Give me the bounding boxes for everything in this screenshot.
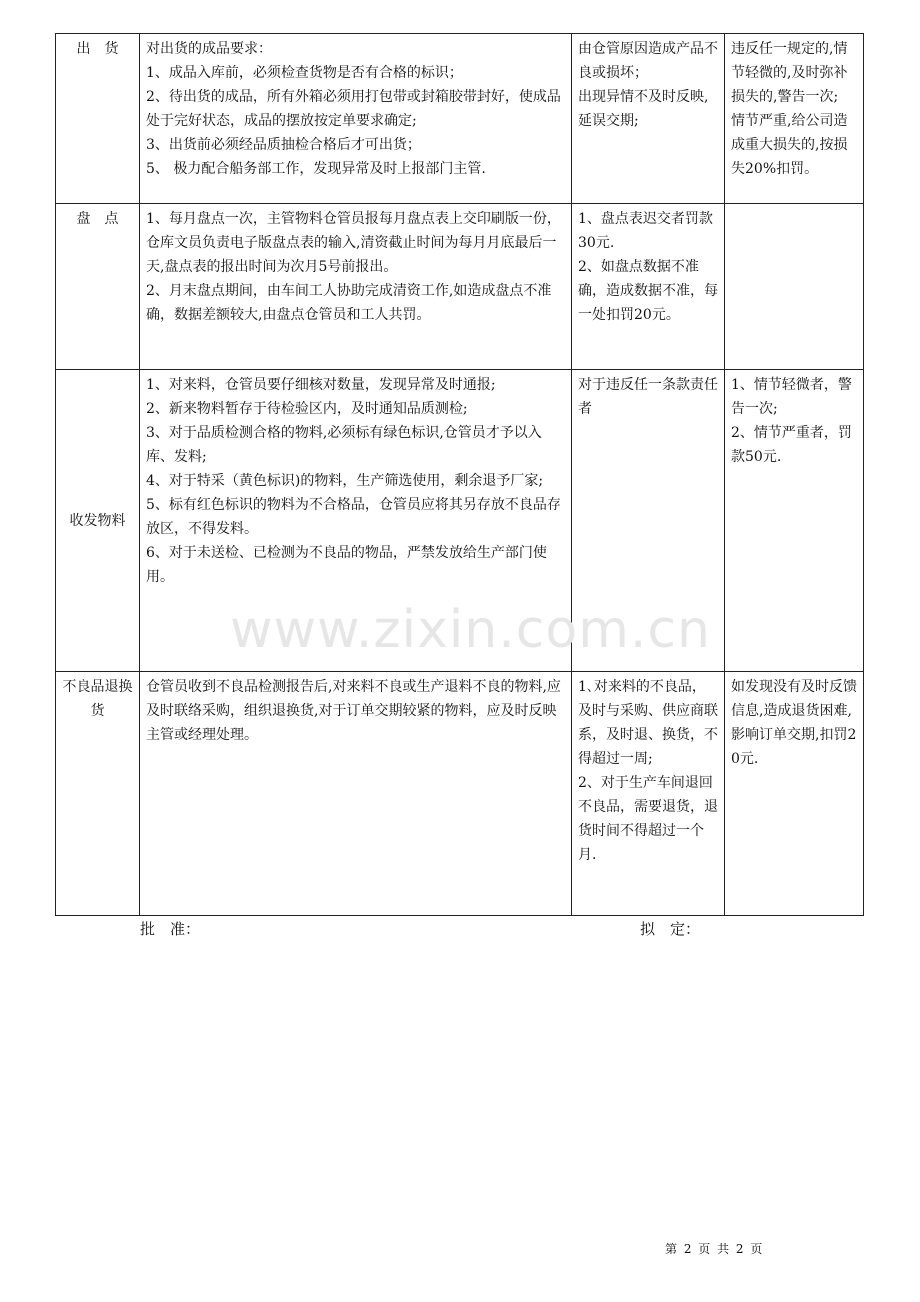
draft-signature-label: 拟 定：: [640, 920, 701, 938]
penalties-cell: [725, 34, 864, 204]
violations-cell: [572, 370, 725, 672]
violation-line: 对于违反任一条款责任者: [578, 377, 718, 417]
page-footer: 第 2 页 共 2 页: [665, 1242, 763, 1256]
violations-cell: [572, 34, 725, 204]
penalty-line: 1、情节轻微者，警告一次;: [731, 377, 852, 417]
requirement-line: 2、待出货的成品，所有外箱必须用打包带或封箱胶带封好，使成品处于完好状态，成品的摆放按定单要求确定;: [146, 89, 561, 129]
requirement-line: 2、新来物料暂存于待检验区内，及时通知品质测检;: [146, 401, 468, 417]
requirement-line: 5、 极力配合船务部工作，发现异常及时上报部门主管.: [146, 161, 486, 177]
requirement-line: 2、月末盘点期间，由车间工人协助完成清资工作,如造成盘点不准确，数据差额较大,由盘点仓管员和工人共罚。: [146, 283, 552, 323]
requirement-line: 3、出货前必须经品质抽检合格后才可出货；: [146, 137, 421, 153]
penalty-line: 违反任一规定的,情节轻微的,及时弥补损失的,警告一次;: [731, 41, 848, 105]
row-category: 盘 点: [56, 204, 140, 370]
table-row: [56, 672, 864, 916]
requirement-line: 6、对于未送检、已检测为不良品的物品，严禁发放给生产部门使用。: [146, 545, 547, 585]
requirements-cell: [140, 34, 572, 204]
violation-line: 1、盘点表迟交者罚款30元.: [578, 211, 713, 251]
penalties-cell: [725, 204, 864, 370]
requirement-line: 1、成品入库前，必须检查货物是否有合格的标识；: [146, 65, 463, 81]
violation-line: 出现异情不及时反映,延误交期;: [578, 89, 709, 129]
penalties-cell: [725, 672, 864, 916]
requirement-line: 3、对于品质检测合格的物料,必须标有绿色标识,仓管员才予以入库、发料;: [146, 425, 542, 465]
requirement-line: 1、对来料，仓管员要仔细核对数量，发现异常及时通报;: [146, 377, 496, 393]
requirements-cell: [140, 204, 572, 370]
penalties-cell: [725, 370, 864, 672]
violation-line: 由仓管原因造成产品不良或损坏；: [578, 41, 718, 81]
penalty-line: 情节严重,给公司造成重大损失的,按损失20%扣罚。: [731, 113, 848, 177]
watermark: www.zixin.com.cn: [230, 600, 711, 660]
row-category: 不良品退换货: [56, 672, 140, 916]
violation-line: 2、如盘点数据不准确，造成数据不准，每一处扣罚20元。: [578, 259, 718, 323]
table-row: [56, 370, 864, 672]
violation-line: 2、对于生产车间退回不良品，需要退货，退货时间不得超过一个月.: [578, 775, 718, 863]
requirement-line: 5、标有红色标识的物料为不合格品，仓管员应将其另存放不良品存放区，不得发料。: [146, 497, 561, 537]
violation-line: 1､对来料的不良品，及时与采购、供应商联系，及时退、换货，不得超过一周;: [578, 679, 718, 767]
violations-cell: [572, 204, 725, 370]
requirement-line: 4、对于特采（黄色标识)的物料，生产筛选使用，剩余退予厂家;: [146, 473, 544, 489]
table-row: [56, 34, 864, 204]
violations-cell: [572, 672, 725, 916]
penalty-line: 如发现没有及时反馈信息,造成退货困难,影响订单交期,扣罚20元.: [731, 679, 857, 767]
requirement-line: 仓管员收到不良品检测报告后,对来料不良或生产退料不良的物料,应及时联络采购，组织退换货,对于订单交期较紧的物料，应及时反映主管或经理处理。: [146, 679, 561, 743]
requirements-cell: [140, 672, 572, 916]
penalty-line: 2、情节严重者，罚款50元.: [731, 425, 852, 465]
requirement-line: 对出货的成品要求：: [146, 41, 272, 57]
requirement-line: 1、每月盘点一次，主管物料仓管员报每月盘点表上交印刷版一份，仓库文员负责电子版盘点表的输入,清资截止时间为每月月底最后一天,盘点表的报出时间为次月5号前报出。: [146, 211, 561, 275]
row-category: 出 货: [56, 34, 140, 204]
table-row: [56, 204, 864, 370]
regulation-table: [55, 33, 864, 916]
row-category: 收发物料: [56, 370, 140, 672]
requirements-cell: [140, 370, 572, 672]
approve-signature-label: 批 准：: [140, 920, 201, 938]
